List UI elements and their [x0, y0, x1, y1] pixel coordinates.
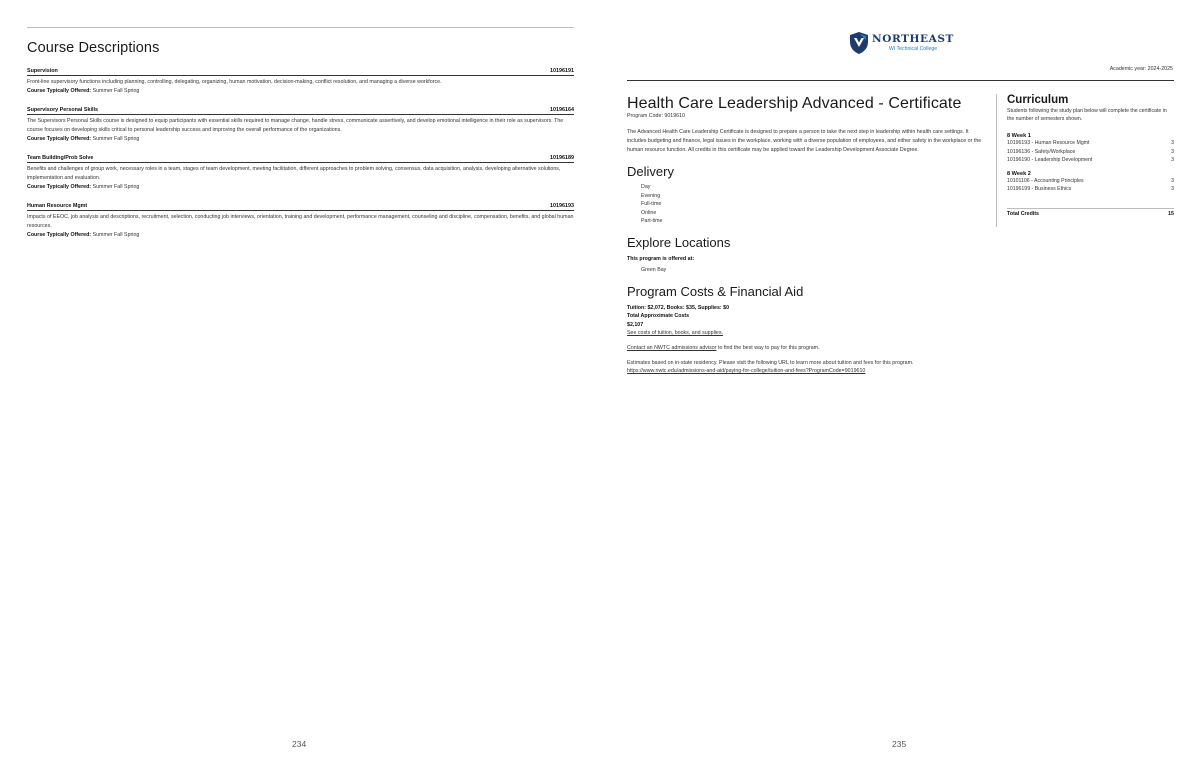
curriculum-description: Students following the study plan below will complete the certificate in the number of semesters shown.: [1007, 108, 1167, 122]
right-page: [600, 0, 1200, 776]
term-label: 8 Week 1: [1007, 133, 1031, 139]
delivery-heading: Delivery: [627, 164, 674, 179]
curriculum-credits: 3: [1171, 186, 1174, 193]
advisor-text: to find the best way to pay for this program.: [716, 344, 820, 351]
page-number: 234: [292, 739, 307, 749]
course-entry: [27, 107, 574, 144]
advisor-link[interactable]: Contact an NWTC admissions advisor: [627, 344, 717, 351]
program-code: Program Code: 9019610: [627, 113, 686, 119]
list-item: Part-time: [641, 218, 663, 225]
curriculum-sidebar: [996, 94, 1174, 227]
offered-label: Course Typically Offered:: [27, 136, 92, 142]
header-divider: [627, 80, 1174, 81]
course-description: Front-line supervisory functions including planning, controlling, delegating, organizing, human motivation, decision-making, conflict resolution, and managing a diverse workforce.: [27, 79, 442, 85]
program-main-column: [627, 94, 987, 376]
total-credits-value: 15: [1168, 210, 1174, 217]
estimates-note: Estimates based on in-state residency. Please visit the following URL to learn more about tuition and fees for this program.: [627, 359, 914, 366]
total-costs-value: $2,107: [627, 321, 644, 328]
curriculum-row: [1007, 139, 1174, 148]
course-code: 10196191: [550, 68, 574, 74]
course-code: 10196189: [550, 155, 574, 161]
curriculum-credits: 3: [1171, 177, 1174, 184]
curriculum-heading: Curriculum: [1007, 94, 1069, 106]
page-title: Course Descriptions: [27, 40, 160, 56]
tuition-line: Tuition: $2,072, Books: $35, Supplies: $0: [627, 304, 730, 311]
offered-terms: Summer Fall Spring: [92, 232, 140, 238]
course-name: Team Building/Prob Solve: [27, 155, 94, 161]
locations-label: This program is offered at:: [627, 255, 695, 262]
college-logo: [849, 31, 954, 55]
offered-terms: Summer Fall Spring: [92, 88, 140, 94]
costs-link[interactable]: See costs of tuition, books, and supplies.: [627, 330, 723, 337]
list-item: Full-time: [641, 201, 662, 208]
curriculum-credits: 3: [1171, 157, 1174, 164]
course-header: [27, 155, 574, 163]
list-item: Green Bay: [641, 266, 667, 273]
course-code: 10196193: [550, 203, 574, 209]
course-offered: [27, 183, 574, 192]
course-offered: [27, 135, 574, 144]
course-name: Supervisory Personal Skills: [27, 107, 99, 113]
curriculum-credits: 3: [1171, 140, 1174, 146]
offered-label: Course Typically Offered:: [27, 232, 92, 238]
logo-main-text: NORTHEAST: [872, 33, 954, 46]
course-entry: [27, 155, 574, 192]
curriculum-row: [1007, 177, 1174, 186]
offered-label: Course Typically Offered:: [27, 184, 92, 190]
list-item: Evening: [641, 192, 661, 199]
course-offered: [27, 87, 574, 96]
page-number: 235: [892, 739, 907, 749]
offered-terms: Summer Fall Spring: [92, 184, 140, 190]
course-header: [27, 203, 574, 211]
locations-list: [627, 266, 987, 275]
tuition-url-link[interactable]: https://www.nwtc.edu/admissions-and-aid/paying-for-college/tuition-and-fees?ProgramCode=9019610: [627, 368, 866, 375]
offered-terms: Summer Fall Spring: [92, 136, 140, 142]
curriculum-row: [1007, 148, 1174, 157]
course-description: The Supervisors Personal Skills course is designed to equip participants with essential skills required to manage change, handle stress, communicate assertively, and develop emotional intelligence in their role as supervisors. The course focuses on developing skills critical to personal leadership success and improving the overall performance of the organizations.: [27, 118, 564, 133]
delivery-list: [627, 183, 987, 226]
curriculum-course: 10196199 - Business Ethics: [1007, 186, 1072, 193]
course-header: [27, 68, 574, 76]
locations-heading: Explore Locations: [627, 234, 731, 250]
course-entry: [27, 203, 574, 240]
course-header: [27, 107, 574, 115]
total-costs-label: Total Approximate Costs: [627, 313, 690, 320]
list-item: Online: [641, 209, 657, 216]
costs-heading: Program Costs & Financial Aid: [627, 283, 804, 299]
course-offered: [27, 231, 574, 240]
course-entry: [27, 68, 574, 96]
program-title: Health Care Leadership Advanced - Certificate: [627, 95, 962, 112]
curriculum-course: 10196136 - Safety/Workplace: [1007, 148, 1076, 155]
total-credits-row: [1007, 208, 1174, 217]
academic-year: Academic year: 2024-2025: [1109, 66, 1173, 72]
top-divider: [27, 27, 574, 28]
shield-logo-icon: [849, 31, 869, 55]
course-description: Impacts of EEOC, job analysis and descriptions, recruitment, selection, conducting job interviews, orientation, training and development, performance management, counseling and discipline, compensation, benefits, and global human resources.: [27, 214, 574, 229]
curriculum-credits: 3: [1171, 148, 1174, 155]
curriculum-course: 10196190 - Leadership Development: [1007, 157, 1093, 164]
course-name: Supervision: [27, 68, 58, 74]
course-code: 10196164: [550, 107, 574, 113]
course-list: [27, 68, 574, 251]
total-credits-label: Total Credits: [1007, 210, 1039, 217]
course-name: Human Resource Mgmt: [27, 203, 88, 209]
curriculum-row: [1007, 156, 1174, 165]
term-label: 8 Week 2: [1007, 170, 1031, 177]
curriculum-course: 10196193 - Human Resource Mgmt: [1007, 140, 1090, 146]
costs-block: [627, 304, 987, 376]
program-description: The Advanced Health Care Leadership Certificate is designed to prepare a person to take the next step in leadership within health care settings. It includes budgeting and finance, legal issues in the workplace, working with a diverse population of employees, and either safety in the workplace or the human resource function. All credits in this certificate may be applied toward the Leadership Development Associate Degree.: [627, 129, 982, 153]
list-item: Day: [641, 184, 651, 190]
curriculum-course: 10101106 - Accounting Principles: [1007, 177, 1084, 184]
course-description: Benefits and challenges of group work, necessary roles in a team, stages of team development, meeting facilitation, different approaches to problem solving, consensus, data acquisition, analysis, developing alternative solutions, implementation and evaluation.: [27, 166, 561, 181]
offered-label: Course Typically Offered:: [27, 88, 92, 94]
logo-sub-text: WI Technical College: [888, 45, 938, 52]
curriculum-row: [1007, 185, 1174, 194]
